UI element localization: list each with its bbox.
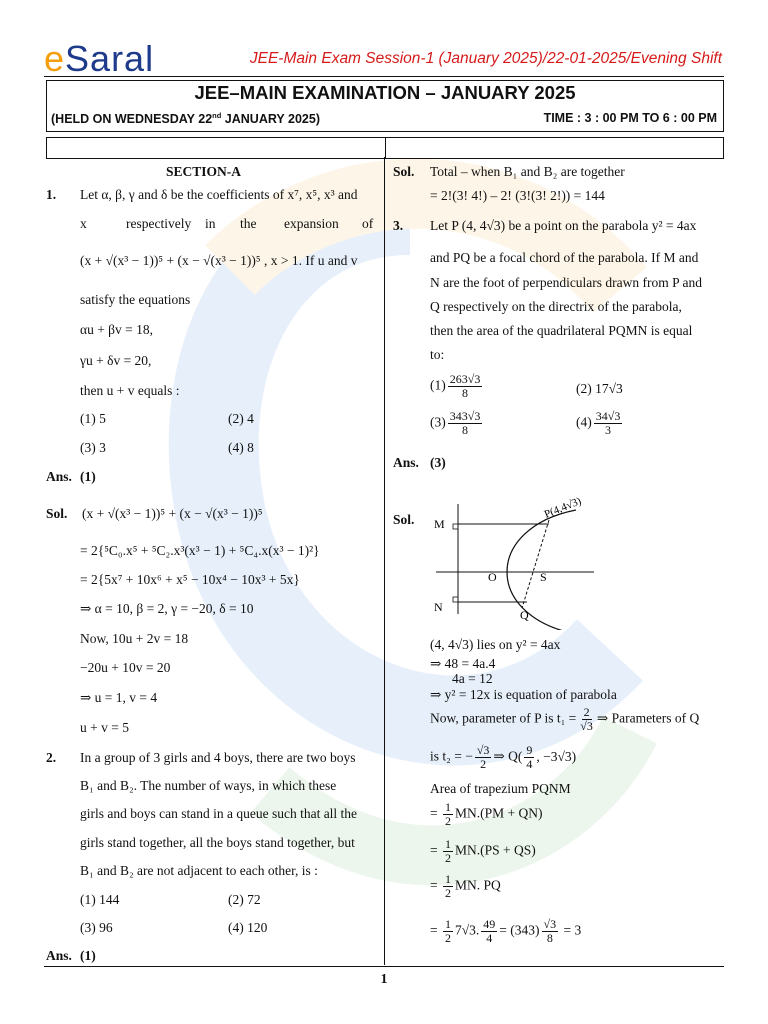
q1-option: (2) 4 [228,411,254,426]
label-n: N [434,600,443,614]
q1-sol-label: Sol. [46,506,68,521]
q1-sol-line: = 2{5x⁷ + 10x⁶ + x⁵ − 10x⁴ − 10x³ + 5x} [80,572,300,587]
q3-line: N are the foot of perpendiculars drawn from P and [430,275,703,290]
param-t2-frac [475,744,492,771]
page-number: 1 [380,972,388,987]
half-frac [443,838,453,865]
frac-num: 1 [445,872,451,886]
header-rule [44,76,724,77]
area-step: = (343) [499,922,540,938]
q-y: , −3√3 [536,748,572,764]
q3-line: Q respectively on the directrix of the parabola, [430,299,682,314]
q2-option: (3) 96 [80,920,113,935]
frac-den: 2 [480,757,487,771]
q1-line2-word: respectively [126,216,192,231]
q3-sol-line [430,744,576,771]
q3-sol-line: 4a = 12 [452,671,493,686]
q-x-frac [524,744,534,771]
q3-sol-line: (4, 4√3) lies on y² = 4ax [430,637,561,652]
area-expr: MN. PQ [455,877,501,893]
area-expr: MN.(PM + QN) [455,805,543,821]
q2-number: 2. [46,750,57,765]
q3-number: 3. [393,218,404,233]
saral-logo [44,38,154,80]
frac-root3-8 [542,918,559,945]
q3-option-frac [448,373,483,400]
q2-line: girls and boys can stand in a queue such that all the [80,806,358,821]
q3-option-label: (3) [430,414,446,430]
area-result: = 3 [563,922,582,938]
q1-sol-line: Now, 10u + 2v = 18 [80,631,189,646]
held-post: JANUARY 2025) [221,112,320,127]
right-angle-m [453,524,458,529]
q2-sol-label: Sol. [393,164,415,179]
q2-line: In a group of 3 girls and 4 boys, there are two boys [80,750,356,765]
frac-den: 4 [526,757,533,771]
q3-option-frac [448,410,483,437]
frac-den: 2 [445,814,451,828]
q2-line: B₁ and B₂. The number of ways, in which these [80,778,337,793]
param-p-frac [578,706,595,733]
footer-rule [44,966,724,967]
label-o: O [488,570,497,584]
column-divider [384,157,385,965]
q2-ans-label: Ans. [46,948,72,963]
q1-answer: (1) [80,469,96,484]
q1-line4: satisfy the equations [80,292,191,307]
q2-line: B₁ and B₂ are not adjacent to each other, is : [80,863,318,878]
frac-num: 343√3 [449,409,481,423]
q3-let: Let P [430,218,459,233]
q3-sol-line: = $\frac{1}{2}$ MN.(PM + QN) [430,800,543,828]
q1-equation: αu + βv = 18, [80,322,154,337]
area-step: 7√3. [455,922,480,938]
frac-den: 8 [462,423,469,437]
section-title: SECTION-A [166,164,242,179]
q1-option: (4) 8 [228,440,254,455]
q1-sol-line: ⇒ u = 1, v = 4 [80,690,158,705]
q2-option: (4) 120 [228,920,268,935]
strip-divider [385,138,386,158]
q1-sol-line: −20u + 10v = 20 [80,660,171,675]
label-s: S [540,570,547,584]
q1-number: 1. [46,187,57,202]
q3-point: (4, 4√3) [461,218,506,233]
q1-expression: (x + √(x³ − 1))⁵ + (x − √(x³ − 1))⁵ , x > 1. If u and v [80,253,358,268]
parabola-diagram [424,484,614,630]
frac-num: √3 [543,917,557,931]
q3-sol-line: ⇒ 48 = 4a.4 [430,656,496,671]
q2-sol-line: = 2!(3! 4!) – 2! (3!(3! 2!)) = 144 [430,188,605,203]
half-frac [443,873,453,900]
frac-den: 2 [445,851,451,865]
logo-text: Saral [65,38,155,79]
q3-line1 [430,218,696,234]
q1-ans-label: Ans. [46,469,72,484]
param-p-text: Now, parameter of P is t₁ = [430,710,577,726]
param-t2-text: is t₂ = − [430,748,473,764]
q3-answer: (3) [430,455,446,470]
half-frac [443,918,453,945]
q2-sol-line: Total – when B₁ and B₂ are together [430,164,625,179]
q3-option-frac [594,410,623,437]
q2-option: (1) 144 [80,892,120,907]
q3-line: to: [430,347,445,362]
frac-num: 9 [526,743,533,757]
blank-strip [46,137,724,159]
q3-sol-label: Sol. [393,512,415,527]
q3-option-label: (4) [576,414,592,430]
frac-num: 49 [483,917,496,931]
frac-den: 3 [605,423,612,437]
q3-option-label: (1) [430,377,446,393]
q2-option: (2) 72 [228,892,261,907]
held-sup: nd [212,111,222,120]
q3-line: then the area of the quadrilateral PQMN is equal [430,323,693,338]
q3-parabola-text: be a point on the parabola y² = 4ax [508,218,697,233]
q-point-text: ⇒ Q [493,748,518,764]
q1-line2-word: in [205,216,216,231]
q3-sol-line: = $\frac{1}{2}$ MN. PQ [430,872,501,900]
q1-equation: γu + δv = 20, [80,353,152,368]
q1-sol-line: ⇒ α = 10, β = 2, γ = −20, δ = 10 [80,601,254,616]
label-q: Q [520,608,529,622]
frac-num: 263√3 [449,372,481,386]
frac-den: 2 [445,931,451,945]
exam-title: JEE–MAIN EXAMINATION – JANUARY 2025 [194,82,576,103]
q1-sol-line: u + v = 5 [80,720,129,735]
frac-num: 2 [583,705,590,719]
exam-time: TIME : 3 : 00 PM TO 6 : 00 PM [543,111,717,125]
q2-line: girls stand together, all the boys stand together, but [80,835,355,850]
q3-sol-line: = $\frac{1}{2}$ MN.(PS + QS) [430,837,536,865]
label-p: P(4,4√3) [542,495,584,521]
label-m: M [434,517,445,531]
title-box [46,80,724,132]
right-angle-n [453,597,458,602]
held-on [51,111,320,126]
area-expr: MN.(PS + QS) [455,842,536,858]
q1-sol-line: = 2{⁵C₀.x⁵ + ⁵C₂.x³(x³ − 1) + ⁵C₄.x(x³ − 1)²} [80,543,320,558]
q3-sol-line: ⇒ y² = 12x is equation of parabola [430,687,617,702]
frac-num: 1 [445,837,451,851]
q1-line2-word: of [362,216,374,231]
q3-sol-line [430,706,699,733]
frac-num: 1 [445,917,451,931]
q-coords: ( $\frac{9}{4}$ , −3√3) [517,743,577,771]
frac-den: 8 [546,931,553,945]
frac-num: √3 [476,743,490,757]
q3-ans-label: Ans. [393,455,419,470]
q1-line2-word: expansion [284,216,339,231]
half-frac [443,801,453,828]
q3-sol-line: Area of trapezium PQNM [430,781,571,796]
q1-line7: then u + v equals : [80,383,180,398]
logo-e: e [44,38,66,79]
q1-line2-word: the [240,216,257,231]
q1-option: (3) 3 [80,440,106,455]
q3-line: and PQ be a focal chord of the parabola. If M and [430,250,699,265]
q1-option: (1) 5 [80,411,106,426]
q1-line2-word: x [80,216,87,231]
q3-option: (2) 17√3 [576,381,623,396]
q1-sol-line: (x + √(x³ − 1))⁵ + (x − √(x³ − 1))⁵ [82,506,263,521]
q3-sol-line: = $\frac{1}{2}$ 7√3. $\frac{49}{4}$ = (343) $\frac{√3}{8}$ = 3 [430,917,582,945]
held-pre: (HELD ON WEDNESDAY 22 [51,112,213,127]
frac-num: 1 [445,800,451,814]
q1-line1: Let α, β, γ and δ be the coefficients of x⁷, x⁵, x³ and [80,187,358,202]
q3-option [430,373,484,400]
frac-den: √3 [580,719,593,733]
frac-num: 34√3 [595,409,621,423]
param-q-text: ⇒ Parameters of Q [596,710,700,726]
frac-den: 8 [462,386,469,400]
frac-49-4 [481,918,497,945]
q2-answer: (1) [80,948,96,963]
q3-option [430,410,484,437]
exam-session-line: JEE-Main Exam Session-1 (January 2025)/22-01-2025/Evening Shift [249,50,722,67]
frac-den: 4 [486,931,493,945]
frac-den: 2 [445,886,451,900]
q3-option [576,410,624,437]
